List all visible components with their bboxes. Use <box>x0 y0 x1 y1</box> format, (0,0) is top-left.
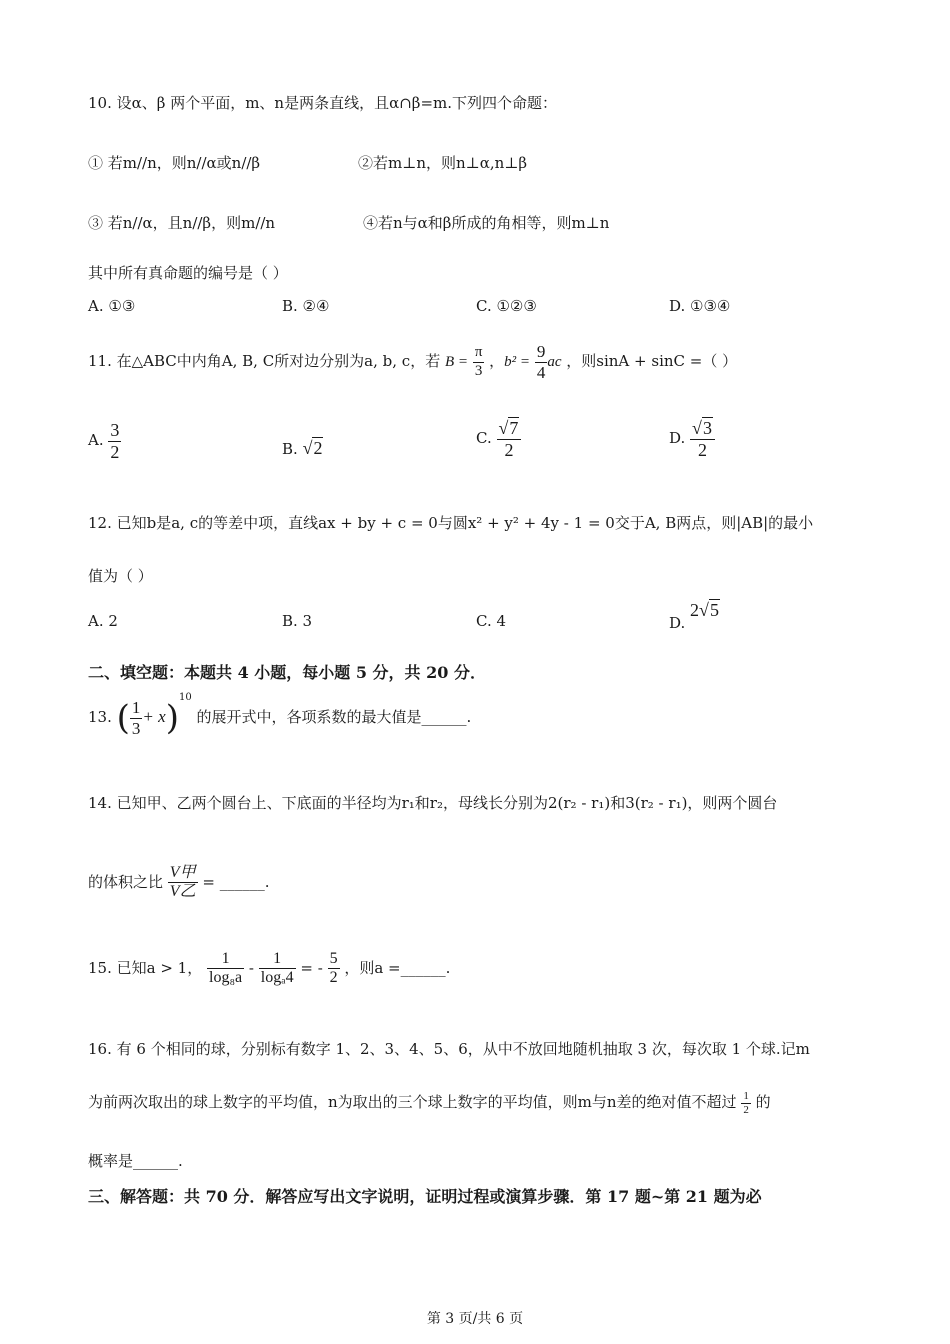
q14-numerator: V甲 <box>168 864 198 883</box>
q16-half-num: 1 <box>743 1090 749 1102</box>
section-3-heading: 三、解答题：共 70 分．解答应写出文字说明，证明过程或演算步骤．第 17 题~第 21 题为必 <box>88 1187 762 1206</box>
q15-equals: = - <box>300 958 323 977</box>
q13-label: 13. <box>88 708 112 727</box>
q10-option-a: A. ①③ <box>88 297 136 315</box>
q12-option-d <box>669 600 720 632</box>
q11-three: 3 <box>474 362 483 379</box>
q14-volume-fraction <box>168 864 198 902</box>
q15 <box>88 950 450 988</box>
q10-option-b: B. ②④ <box>282 297 330 315</box>
q10-option-c: C. ①②③ <box>476 297 537 315</box>
q13-one: 1 <box>131 698 141 717</box>
q12-option-d-label: D. <box>669 614 686 632</box>
q11-option-c-den: 2 <box>504 439 514 460</box>
q12-stem-2: 值为（ ） <box>88 567 153 585</box>
q11-option-c-label: C. <box>476 429 492 448</box>
q14-text: 的体积之比 <box>88 872 164 891</box>
q11-option-d <box>669 418 715 460</box>
q13-text: 的展开式中，各项系数的最大值是______. <box>196 708 472 727</box>
q11-option-a-fraction <box>108 420 121 462</box>
q15-fraction-3 <box>328 950 340 988</box>
q11-option-d-den: 2 <box>697 439 707 460</box>
q11-nine-fourths <box>535 342 548 382</box>
q12-option-d-rad: 5 <box>709 600 719 620</box>
q15-fraction-1 <box>207 950 244 988</box>
q15-label: 15. 已知a > 1， <box>88 958 203 977</box>
q11-option-a-den: 2 <box>110 441 120 462</box>
q11-b-squared: b² = <box>504 354 531 371</box>
q11-pi-over-3 <box>473 344 485 380</box>
q11-option-d-rad: 3 <box>702 418 712 438</box>
q10-stem: 10. 设α、β 两个平面，m、n是两条直线，且α∩β=m.下列四个命题： <box>88 94 558 112</box>
q13-three: 3 <box>131 718 141 738</box>
q12-option-b: B. 3 <box>282 612 313 630</box>
q13-right-paren: ) <box>165 698 179 739</box>
q15-fraction-2 <box>259 950 296 988</box>
q13-plus-x: + x <box>142 707 166 727</box>
q11-option-c-rad: 7 <box>509 418 519 438</box>
q12-option-d-coef: 2 <box>690 600 700 620</box>
q11-option-a-label: A. <box>88 431 104 450</box>
section-2-heading: 二、填空题：本题共 4 小题，每小题 5 分，共 20 分． <box>88 663 486 682</box>
q12-option-a: A. 2 <box>88 612 118 630</box>
q14-ratio <box>88 864 269 902</box>
q15-f2-den: logₐ4 <box>260 969 294 987</box>
q11-nine: 9 <box>536 342 546 361</box>
q15-f2-num: 1 <box>259 950 296 969</box>
q11-option-d-num: √3 <box>690 418 715 440</box>
q12-stem: 12. 已知b是a, c的等差中项，直线ax + by + c = 0与圆x² + y² + 4y - 1 = 0交于A, B两点，则|AB|的最小 <box>88 514 814 532</box>
q12-option-d-value: 2√5 <box>690 600 719 620</box>
q10-question: 其中所有真命题的编号是（ ） <box>88 264 288 282</box>
q11-option-c <box>476 418 521 460</box>
q13-power: 10 <box>178 692 192 704</box>
q15-f3-num: 5 <box>328 950 340 969</box>
q13 <box>88 692 472 739</box>
q11-option-d-fraction <box>690 418 715 460</box>
q14-equals-blank: = ______. <box>202 872 270 891</box>
q16-line-2 <box>88 1090 771 1116</box>
q11-stem-b: ，则sinA + sinC =（ ） <box>566 352 738 371</box>
q16-half-den: 2 <box>743 1103 749 1116</box>
q11-pi: π <box>473 344 485 362</box>
q11-option-d-label: D. <box>669 429 686 448</box>
page-footer: 第 3 页/共 6 页 <box>426 1311 524 1327</box>
q11-option-b <box>282 438 323 459</box>
q11-option-b-label: B. <box>282 440 298 458</box>
q12-option-c: C. 4 <box>476 612 507 630</box>
q14-stem: 14. 已知甲、乙两个圆台上、下底面的半径均为r₁和r₂，母线长分别为2(r₂ - r₁)和3(r₂ - r₁)，则两个圆台 <box>88 794 778 812</box>
q11-option-a-num: 3 <box>110 420 120 440</box>
q14-denominator: V乙 <box>169 883 196 901</box>
q11-option-a <box>88 420 121 462</box>
q10-proposition-2: ②若m⊥n，则n⊥α,n⊥β <box>358 154 528 172</box>
q11-four: 4 <box>536 362 546 382</box>
q11-option-b-sqrt: √2 <box>302 438 323 458</box>
q13-left-paren: ( <box>116 698 130 739</box>
q15-minus: - <box>248 958 254 977</box>
q11-b-angle: B = <box>444 354 469 371</box>
q15-f1-den: log₈a <box>209 969 243 987</box>
q11-option-c-fraction <box>497 418 522 460</box>
q15-f3-den: 2 <box>329 969 338 987</box>
q11-ac: ac <box>547 354 562 371</box>
q16-line-3: 概率是______. <box>88 1152 183 1170</box>
q16-line-1: 16. 有 6 个相同的球，分别标有数字 1、2、3、4、5、6，从中不放回地随机抽取 3 次，每次取 1 个球.记m <box>88 1040 810 1058</box>
q10-proposition-1: ① 若m//n，则n//α或n//β <box>88 154 261 172</box>
q16-line-2b: 的 <box>755 1093 771 1112</box>
q11-option-c-num: √7 <box>497 418 522 440</box>
q10-option-d: D. ①③④ <box>669 297 731 315</box>
q16-one-half <box>741 1090 751 1116</box>
q10-proposition-3: ③ 若n//α，且n//β，则m//n <box>88 214 276 232</box>
q16-line-2a: 为前两次取出的球上数字的平均值，n为取出的三个球上数字的平均值，则m与n差的绝对值不超过 <box>88 1093 737 1112</box>
q11-option-b-rad: 2 <box>313 438 323 458</box>
q13-one-third <box>130 698 143 738</box>
q15-tail: ，则a =______. <box>344 958 451 977</box>
q15-f1-num: 1 <box>207 950 244 969</box>
q11-stem-a: 11. 在△ABC中内角A, B, C所对边分别为a, b, c，若 <box>88 352 441 371</box>
q10-proposition-4: ④若n与α和β所成的角相等，则m⊥n <box>363 214 610 232</box>
q11-stem: 11. 在△ABC中内角A, B, C所对边分别为a, b, c，若 B = $\frac{\pi}{3}$ ，b² = $\frac{9}{4}$ ac ，则sinA + sinC =（ ） <box>88 342 738 382</box>
